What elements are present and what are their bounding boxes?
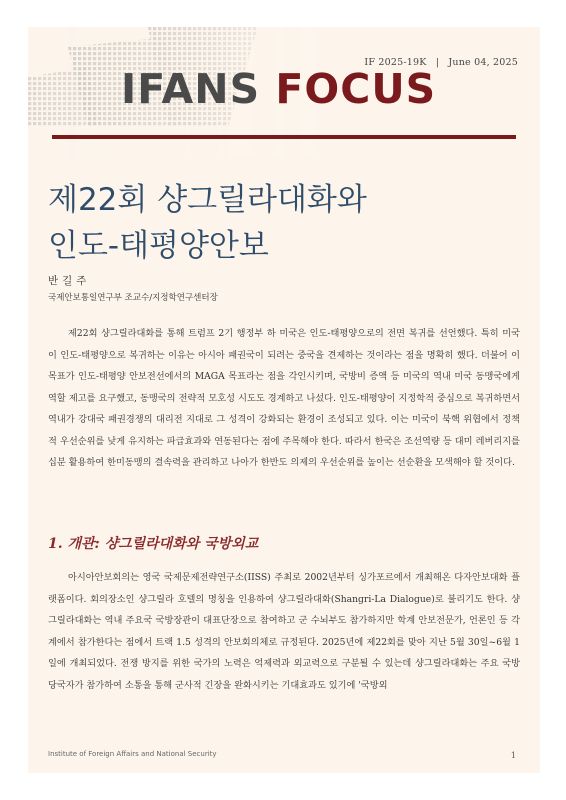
- publication-logo: [121, 65, 437, 113]
- summary-paragraph: 제22회 샹그릴라대화를 통해 트럼프 2기 행정부 하 미국은 인도-태평양으로의 전면 복귀를 선언했다. 특히 미국이 인도-태평양으로 복귀하는 이유는 아시아 패권국이 되려는 중국을 견제하는 것이라는 점을 명확히 했다. 더불어 이 목표가 인도-태평양 안보전선에서의 MAGA 목표라는 점을 각인시키며, 국방비 증액 등 미국의 역내 미국 동맹국에게 역할 제고를 요구했고, 동맹국의 전략적 모호성 시도도 경계하고 나섰다. 인도-태평양이 지정학적 중심으로 복귀하면서 역내가 강대국 패권경쟁의 대리전 지대로 그 성격이 강화되는 환경이 조성되고 있다. 이는 미국이 북핵 위협에서 정책적 우선순위를 낮게 유지하는 파급효과와 연동된다는 점에 주목해야 한다. 따라서 한국은 조선역량 등 대미 레버리지를 십분 활용하여 한미동맹의 결속력을 관리하고 나아가 한반도 의제의 우선순위를 높이는 선순환을 모색해야 할 것이다.: [48, 328, 520, 468]
- section-heading-1: 1. 개관: 샹그릴라대화와 국방외교: [48, 536, 259, 552]
- page-number: 1: [510, 751, 516, 760]
- article-title: [48, 177, 367, 269]
- author-affiliation: 국제안보통일연구부 조교수/지정학연구센터장: [48, 293, 218, 303]
- title-line-1: 제22회 샹그릴라대화와: [48, 182, 367, 218]
- issue-number: IF 2025-19K: [364, 57, 427, 68]
- author-name: 반길주: [48, 275, 91, 287]
- section-1-paragraph: 아시아안보회의는 영국 국제문제전략연구소(IISS) 주최로 2002년부터 싱가포르에서 개최해온 다자안보대화 플랫폼이다. 회의장소인 샹그릴라 호텔의 명칭을 인용하여 샹그릴라대화(Shangri-La Dialogue)로 불리기도 한다. 샹그릴라대화는 역내 주요국 국방장관이 대표단장으로 참여하고 군 수뇌부도 참가하지만 학계 안보전문가, 언론인 등 각계에서 참가한다는 점에서 트랙 1.5 성격의 안보회의체로 규정된다. 2025년에 제22회를 맞아 지난 5월 30일~6월 1일에 개최되었다. 전쟁 방지를 위한 국가의 노력은 억제력과 외교력으로 구분될 수 있는데 샹그릴라대화는 주요 국방 당국자가 참가하여 소통을 통해 군사적 긴장을 완화시키는 기대효과도 있기에 '국방외: [48, 572, 520, 691]
- title-line-2: 인도-태평양안보: [48, 228, 269, 264]
- footer-institute: Institute of Foreign Affairs and National Security: [48, 750, 217, 758]
- issue-separator: |: [435, 57, 440, 68]
- header-divider: [52, 135, 516, 139]
- issue-date: June 04, 2025: [448, 57, 518, 68]
- document-page: [28, 27, 540, 773]
- logo-word-ifans: IFANS: [121, 65, 261, 113]
- logo-word-focus: FOCUS: [275, 65, 437, 113]
